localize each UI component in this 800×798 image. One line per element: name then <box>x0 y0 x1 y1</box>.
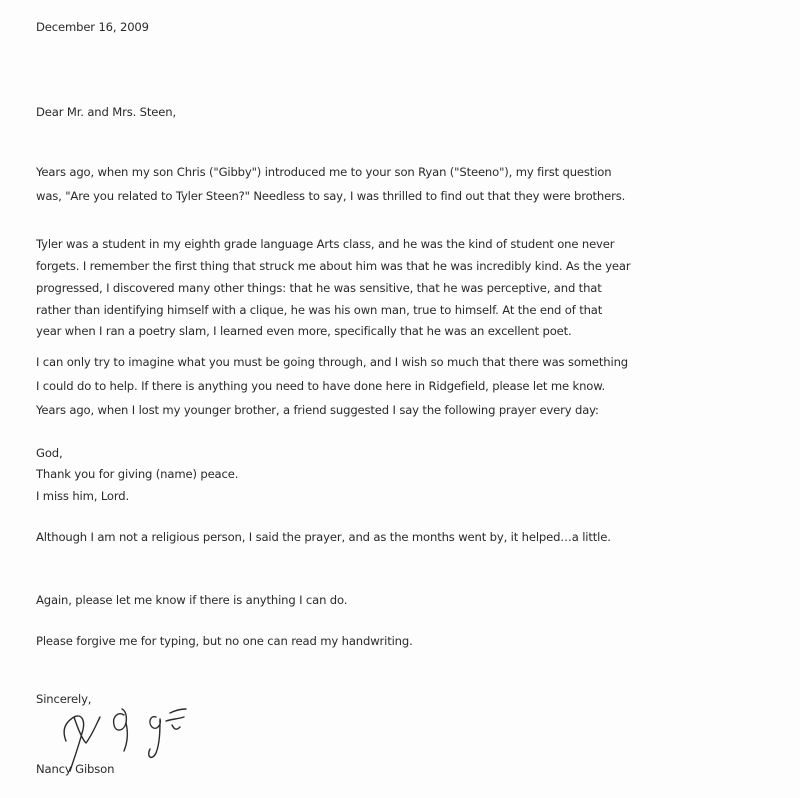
letter-date: December 16, 2009 <box>36 20 149 34</box>
prayer-line: God, <box>36 446 63 460</box>
paragraph-2-line: rather than identifying himself with a clique, he was his own man, true to himself. At the end of that <box>36 303 603 317</box>
paragraph-3-line: Years ago, when I lost my younger brother, a friend suggested I say the following prayer every day: <box>36 403 599 417</box>
salutation: Dear Mr. and Mrs. Steen, <box>36 105 176 119</box>
paragraph-2-line: forgets. I remember the first thing that struck me about him was that he was incredibly kind. As the year <box>36 259 631 273</box>
paragraph-4: Although I am not a religious person, I said the prayer, and as the months went by, it helped…a little. <box>36 530 611 544</box>
paragraph-1-line: was, "Are you related to Tyler Steen?" Needless to say, I was thrilled to find out that they were brothers. <box>36 189 626 203</box>
paragraph-2-line: year when I ran a poetry slam, I learned even more, specifically that he was an excellent poet. <box>36 324 572 338</box>
paragraph-3-line: I can only try to imagine what you must be going through, and I wish so much that there was something <box>36 355 628 369</box>
paragraph-2-line: progressed, I discovered many other things: that he was sensitive, that he was perceptive, and that <box>36 281 602 295</box>
prayer-line: Thank you for giving (name) peace. <box>36 467 239 481</box>
signer-name: Nancy Gibson <box>36 762 115 776</box>
paragraph-3-line: I could do to help. If there is anything you need to have done here in Ridgefield, please let me know. <box>36 379 606 393</box>
closing: Sincerely, <box>36 692 92 706</box>
paragraph-1-line: Years ago, when my son Chris ("Gibby") introduced me to your son Ryan ("Steeno"), my first question <box>36 165 612 179</box>
paragraph-5: Again, please let me know if there is anything I can do. <box>36 593 348 607</box>
paragraph-6: Please forgive me for typing, but no one can read my handwriting. <box>36 634 413 648</box>
paragraph-2-line: Tyler was a student in my eighth grade language Arts class, and he was the kind of student one never <box>36 237 615 251</box>
prayer-line: I miss him, Lord. <box>36 489 130 503</box>
